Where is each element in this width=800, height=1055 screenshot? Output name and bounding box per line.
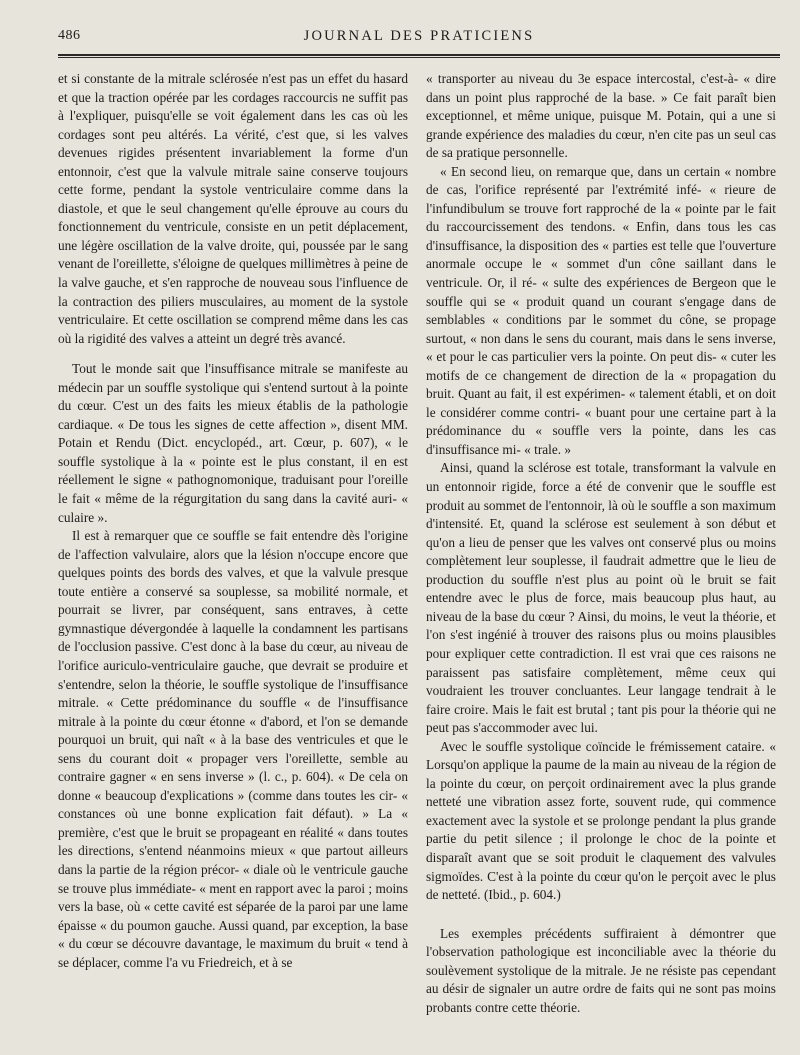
- header-rule-thin: [58, 57, 780, 58]
- paragraph: « transporter au niveau du 3e espace intercostal, c'est-à- « dire dans un point plus rapproché de la base. » Ce fait paraît bien exceptionnel, et même unique, puisque M. Potain, qui a une si grande expérience des maladies du cœur, n'en cite pas un seul cas de sa pratique personnelle.: [426, 71, 776, 161]
- right-column: [426, 70, 776, 1017]
- paragraph: Avec le souffle systolique coïncide le frémissement cataire. « Lorsqu'on applique la paume de la main au niveau de la région de la pointe du cœur, on perçoit ordinairement avec la plus grande netteté une vibration assez forte, souvent rude, qui commence exactement avec la systole et se prolonge pendant la plus grande partie du petit silence ; il prolonge le choc de la pointe et disparaît avant que se soit produit le claquement des valvules sigmoïdes. C'est à la pointe du cœur qu'on le perçoit avec le plus de netteté. (Ibid., p. 604.): [426, 738, 776, 903]
- paragraph: Il est à remarquer que ce souffle se fait entendre dès l'origine de l'affection valvulaire, alors que la lésion n'occupe encore que quelques points des bords des valves, et que la valvule presque toute entière a conservé sa souplesse, sa mobilité normale, et pourrait se livrer, par conséquent, sans entraves, à cette gymnastique dévergondée à laquelle la condamnent les partisans de l'occlusion passive. C'est donc à la base du cœur, au niveau de l'orifice auriculo-ventriculaire gauche, que devrait se produire et s'entendre, selon la théorie, le souffle systolique de l'insuffisance mitrale. « Cette prédominance du souffle « de l'insuffisance mitrale à la pointe du cœur étonne « d'abord, et l'on se demande pourquoi un bruit, qui naît « à la base des ventricules et que le sens du courant doit « propager vers l'oreillette, semble au contraire gagner « en sens inverse » (l. c., p. 604). « De cela on donne « beaucoup d'explications » (comme dans toutes les cir- « constances où une bonne explication fait défaut). » La « première, c'est que le bruit se propageant en réalité « dans toutes les directions, s'entend néanmoins mieux « que partout ailleurs dans la partie de la région précor- « diale où le ventricule gauche se trouve plus immédiate- « ment en rapport avec la paroi ; moins vers la base, où « cette cavité est séparée de la paroi par une lame épaisse « du poumon gauche. Aussi quand, par exception, la base « du cœur se découvre davantage, le maximum du bruit « tend à se déplacer, comme l'a vu Friedreich, et à se: [58, 528, 408, 970]
- paragraph: « En second lieu, on remarque que, dans un certain « nombre de cas, l'orifice représenté par l'extrémité infé- « rieure de l'infundibulum se trouve fort rapproché de la « pointe par le fait du raccourcissement des tendons. « Enfin, dans tous les cas d'insuffisance, la disposition des « parties est telle que l'ouverture anormale occupe le « sommet d'un cône saillant dans le ventricule. Or, il ré- « sulte des expériences de Bergeon que le souffle qui se « produit quand un courant s'engage dans de semblables « conditions par le sommet du cône, se propage surtout, « non dans le sens du courant, mais dans le sens inverse, « et pour le cas particulier vers la pointe. On peut dis- « cuter les motifs de ce changement de direction de la « propagation du bruit. Quant au fait, il est expérimen- « talement établi, et on doit le considérer comme contri- « buant pour une certaine part à la prédominance du « souffle vers la pointe, dans les cas d'insuffisance mi- « trale. »: [426, 163, 776, 457]
- paragraph: Les exemples précédents suffiraient à démontrer que l'observation pathologique est inconciliable avec la théorie du soulèvement systolique de la mitrale. Je ne résiste pas cependant au désir de signaler un autre ordre de faits qui ne sont pas moins probants contre cette théorie.: [426, 925, 776, 1015]
- paragraph: et si constante de la mitrale sclérosée n'est pas un effet du hasard et que la traction opérée par les cordages raccourcis ne suffit pas à l'expliquer, puisqu'elle se voit également dans les cas où les cordages sont peu altérés. La vérité, c'est que, si les valves devenues rigides présentent invariablement la forme d'un entonnoir, c'est que la valvule mitrale saine conserve toujours cette forme, pendant la systole ventriculaire comme dans la diastole, et que le seul changement qu'elle éprouve au cours du fonctionnement du ventricule, consiste en un petit déplacement, une légère oscillation de la valve droite, qui, poussée par le sang venant de l'oreillette, s'éloigne de quelques millimètres à peine de la valve gauche, et s'en rapproche de nouveau sous l'influence de la contraction des piliers musculaires, au moment de la systole ventriculaire. Et cette oscillation se comprend même dans les cas où la rigidité des valves a atteint un degré très avancé.: [58, 71, 408, 346]
- left-column: [58, 70, 408, 972]
- paragraph: Ainsi, quand la sclérose est totale, transformant la valvule en un entonnoir rigide, force a été de convenir que le souffle est produit au sommet de l'entonnoir, là où le souffle a son maximum d'intensité. Et, quand la sclérose est seulement à son début et qu'on a lieu de penser que les valves ont conservé plus ou moins complètement leur souplesse, il faudrait admettre que le lieu de production du souffle n'est plus au point où le bruit se fait entendre avec le plus de force, mais beaucoup plus haut, au niveau de la base du cœur ? Ainsi, du moins, le veut la théorie, et l'on s'est ingénié à trouver des raisons plus ou moins plausibles pour expliquer cette contradiction. Il est vrai que ces raisons ne paraissent pas satisfaire complètement, même ceux qui voudraient les trouver concluantes. Leur langage tendrait à le faire croire. Mais le fait est brutal ; tant pis pour la théorie qui ne peut pas s'accommoder avec lui.: [426, 460, 776, 736]
- paragraph: Tout le monde sait que l'insuffisance mitrale se manifeste au médecin par un souffle systolique qui s'entend surtout à la pointe du cœur. C'est un des faits les mieux établis de la pathologie cardiaque. « De tous les signes de cette affection », disent MM. Potain et Rendu (Dict. encyclopéd., art. Cœur, p. 607), « le souffle systolique à la « pointe est le plus constant, il en est réellement le signe « pathognomonique, traduisant pour l'oreille le fait « même de la régurgitation du sang dans la cavité auri- « culaire ».: [58, 361, 408, 525]
- page-header: [58, 28, 780, 50]
- page-number: 486: [58, 28, 81, 43]
- running-title: JOURNAL DES PRATICIENS: [303, 28, 535, 44]
- header-rule: [58, 54, 780, 56]
